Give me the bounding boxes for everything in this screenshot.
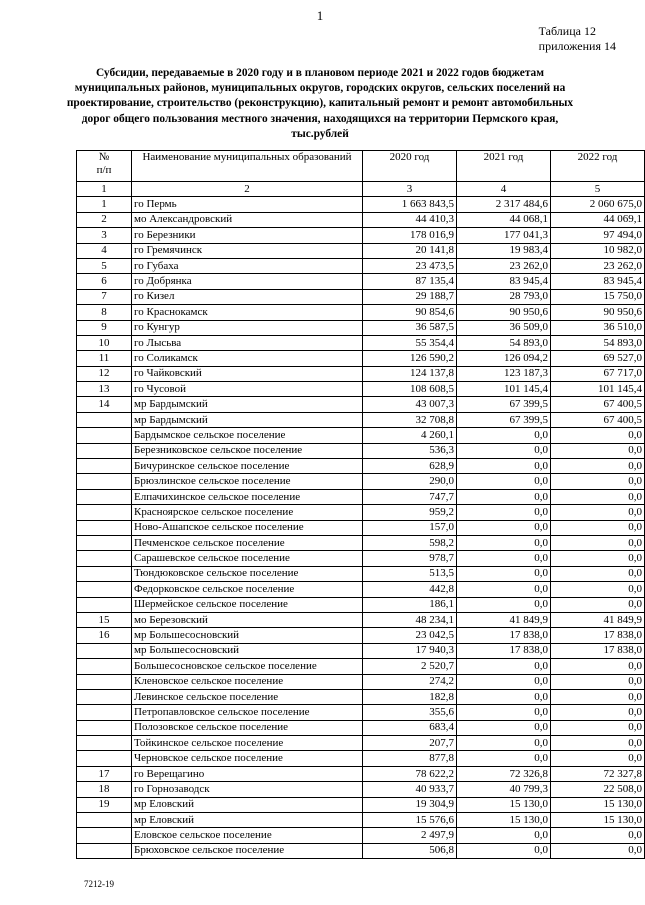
column-index-cell: 2 xyxy=(132,182,363,197)
value-2021: 0,0 xyxy=(457,736,551,751)
value-2020: 40 933,7 xyxy=(363,782,457,797)
header-name: Наименование муниципальных образований xyxy=(132,151,363,182)
value-2021: 0,0 xyxy=(457,566,551,581)
value-2022: 0,0 xyxy=(551,443,645,458)
table-row xyxy=(77,505,645,520)
table-body xyxy=(77,197,645,859)
value-2021: 15 130,0 xyxy=(457,813,551,828)
value-2022: 0,0 xyxy=(551,474,645,489)
municipality-name: мр Большесосновский xyxy=(132,643,363,658)
column-index-cell: 5 xyxy=(551,182,645,197)
header-2021: 2021 год xyxy=(457,151,551,182)
value-2021: 0,0 xyxy=(457,505,551,520)
value-2022: 0,0 xyxy=(551,582,645,597)
value-2020: 207,7 xyxy=(363,736,457,751)
value-2020: 23 473,5 xyxy=(363,258,457,273)
value-2022: 67 400,5 xyxy=(551,412,645,427)
table-row xyxy=(77,736,645,751)
row-number xyxy=(77,828,132,843)
table-row xyxy=(77,305,645,320)
municipality-name: Тюндюковское сельское поселение xyxy=(132,566,363,581)
municipality-name: го Верещагино xyxy=(132,766,363,781)
value-2022: 15 130,0 xyxy=(551,797,645,812)
table-row xyxy=(77,197,645,212)
row-number xyxy=(77,705,132,720)
table-row xyxy=(77,274,645,289)
table-row xyxy=(77,474,645,489)
value-2020: 20 141,8 xyxy=(363,243,457,258)
table-row xyxy=(77,566,645,581)
table-row xyxy=(77,428,645,443)
value-2022: 0,0 xyxy=(551,720,645,735)
value-2021: 0,0 xyxy=(457,720,551,735)
page-number: 1 xyxy=(316,8,324,23)
value-2022: 0,0 xyxy=(551,597,645,612)
value-2022: 0,0 xyxy=(551,751,645,766)
value-2021: 0,0 xyxy=(457,659,551,674)
value-2021: 0,0 xyxy=(457,443,551,458)
row-number xyxy=(77,505,132,520)
municipality-name: мр Еловский xyxy=(132,797,363,812)
value-2022: 22 508,0 xyxy=(551,782,645,797)
value-2020: 959,2 xyxy=(363,505,457,520)
value-2022: 36 510,0 xyxy=(551,320,645,335)
value-2021: 0,0 xyxy=(457,535,551,550)
value-2021: 0,0 xyxy=(457,597,551,612)
value-2021: 67 399,5 xyxy=(457,397,551,412)
value-2022: 83 945,4 xyxy=(551,274,645,289)
value-2021: 2 317 484,6 xyxy=(457,197,551,212)
value-2021: 17 838,0 xyxy=(457,643,551,658)
municipality-name: мо Александровский xyxy=(132,212,363,227)
value-2020: 747,7 xyxy=(363,489,457,504)
row-number: 12 xyxy=(77,366,132,381)
municipality-name: Петропавловское сельское поселение xyxy=(132,705,363,720)
value-2021: 0,0 xyxy=(457,828,551,843)
table-row xyxy=(77,320,645,335)
value-2022: 10 982,0 xyxy=(551,243,645,258)
value-2021: 28 793,0 xyxy=(457,289,551,304)
value-2022: 54 893,0 xyxy=(551,335,645,350)
column-index-cell: 3 xyxy=(363,182,457,197)
value-2022: 0,0 xyxy=(551,566,645,581)
header-2020: 2020 год xyxy=(363,151,457,182)
municipality-name: го Березники xyxy=(132,228,363,243)
table-row xyxy=(77,659,645,674)
table-number: Таблица 12 xyxy=(538,24,596,38)
row-number: 2 xyxy=(77,212,132,227)
table-row xyxy=(77,258,645,273)
table-row xyxy=(77,643,645,658)
row-number: 19 xyxy=(77,797,132,812)
municipality-name: мр Бардымский xyxy=(132,412,363,427)
row-number xyxy=(77,813,132,828)
row-number: 7 xyxy=(77,289,132,304)
row-number xyxy=(77,720,132,735)
value-2020: 126 590,2 xyxy=(363,351,457,366)
value-2020: 598,2 xyxy=(363,535,457,550)
value-2021: 15 130,0 xyxy=(457,797,551,812)
value-2022: 72 327,8 xyxy=(551,766,645,781)
municipality-name: Брюховское сельское поселение xyxy=(132,843,363,858)
row-number: 4 xyxy=(77,243,132,258)
value-2020: 2 497,9 xyxy=(363,828,457,843)
row-number xyxy=(77,736,132,751)
table-row xyxy=(77,689,645,704)
document-title: Субсидии, передаваемые в 2020 году и в плановом периоде 2021 и 2022 годов бюджетам муниципальных районов, муниципальных округов, городских округов, сельских поселений на проектирование, строительство (реконструкцию), капитальный ремонт и ремонт автомобильных дорог общего пользования местного значения, находящихся на территории Пермского края, тыс.рублей xyxy=(66,67,574,140)
table-row xyxy=(77,212,645,227)
row-number xyxy=(77,597,132,612)
value-2021: 0,0 xyxy=(457,689,551,704)
row-number: 1 xyxy=(77,197,132,212)
value-2020: 442,8 xyxy=(363,582,457,597)
column-index-cell: 1 xyxy=(77,182,132,197)
municipality-name: Сарашевское сельское поселение xyxy=(132,551,363,566)
municipality-name: го Пермь xyxy=(132,197,363,212)
row-number xyxy=(77,551,132,566)
municipality-name: мо Березовский xyxy=(132,612,363,627)
value-2022: 0,0 xyxy=(551,674,645,689)
value-2021: 0,0 xyxy=(457,843,551,858)
municipality-name: го Чайковский xyxy=(132,366,363,381)
value-2022: 0,0 xyxy=(551,505,645,520)
column-index-row xyxy=(77,182,645,197)
value-2020: 186,1 xyxy=(363,597,457,612)
value-2022: 17 838,0 xyxy=(551,643,645,658)
table-row xyxy=(77,782,645,797)
table-row xyxy=(77,797,645,812)
value-2022: 90 950,6 xyxy=(551,305,645,320)
value-2022: 15 130,0 xyxy=(551,813,645,828)
table-row xyxy=(77,335,645,350)
municipality-name: го Горнозаводск xyxy=(132,782,363,797)
value-2021: 90 950,6 xyxy=(457,305,551,320)
row-number: 14 xyxy=(77,397,132,412)
municipality-name: Красноярское сельское поселение xyxy=(132,505,363,520)
table-row xyxy=(77,397,645,412)
row-number xyxy=(77,674,132,689)
row-number: 10 xyxy=(77,335,132,350)
value-2022: 101 145,4 xyxy=(551,382,645,397)
value-2020: 90 854,6 xyxy=(363,305,457,320)
table-row xyxy=(77,412,645,427)
row-number xyxy=(77,520,132,535)
value-2021: 123 187,3 xyxy=(457,366,551,381)
row-number: 11 xyxy=(77,351,132,366)
value-2021: 0,0 xyxy=(457,551,551,566)
value-2020: 536,3 xyxy=(363,443,457,458)
value-2020: 124 137,8 xyxy=(363,366,457,381)
table-row xyxy=(77,351,645,366)
table-row xyxy=(77,813,645,828)
value-2022: 41 849,9 xyxy=(551,612,645,627)
value-2022: 0,0 xyxy=(551,520,645,535)
value-2020: 32 708,8 xyxy=(363,412,457,427)
value-2020: 19 304,9 xyxy=(363,797,457,812)
table-row xyxy=(77,766,645,781)
municipality-name: Шермейское сельское поселение xyxy=(132,597,363,612)
municipality-name: Еловское сельское поселение xyxy=(132,828,363,843)
value-2021: 0,0 xyxy=(457,705,551,720)
value-2020: 36 587,5 xyxy=(363,320,457,335)
value-2022: 15 750,0 xyxy=(551,289,645,304)
value-2022: 44 069,1 xyxy=(551,212,645,227)
row-number: 13 xyxy=(77,382,132,397)
municipality-name: Федорковское сельское поселение xyxy=(132,582,363,597)
value-2021: 0,0 xyxy=(457,751,551,766)
value-2020: 23 042,5 xyxy=(363,628,457,643)
row-number: 18 xyxy=(77,782,132,797)
value-2022: 0,0 xyxy=(551,535,645,550)
value-2021: 0,0 xyxy=(457,459,551,474)
value-2021: 0,0 xyxy=(457,489,551,504)
table-row xyxy=(77,582,645,597)
table-row xyxy=(77,720,645,735)
table-row xyxy=(77,628,645,643)
table-row xyxy=(77,828,645,843)
value-2022: 0,0 xyxy=(551,705,645,720)
value-2021: 101 145,4 xyxy=(457,382,551,397)
value-2021: 23 262,0 xyxy=(457,258,551,273)
value-2022: 0,0 xyxy=(551,689,645,704)
table-row xyxy=(77,843,645,858)
value-2020: 182,8 xyxy=(363,689,457,704)
table-row xyxy=(77,289,645,304)
value-2021: 44 068,1 xyxy=(457,212,551,227)
municipality-name: го Лысьва xyxy=(132,335,363,350)
value-2022: 17 838,0 xyxy=(551,628,645,643)
municipality-name: го Краснокамск xyxy=(132,305,363,320)
row-number: 8 xyxy=(77,305,132,320)
value-2022: 69 527,0 xyxy=(551,351,645,366)
municipality-name: го Чусовой xyxy=(132,382,363,397)
municipality-name: Кленовское сельское поселение xyxy=(132,674,363,689)
table-row xyxy=(77,551,645,566)
municipality-name: Березниковское сельское поселение xyxy=(132,443,363,458)
row-number xyxy=(77,643,132,658)
municipality-name: Тойкинское сельское поселение xyxy=(132,736,363,751)
row-number xyxy=(77,489,132,504)
municipality-name: Бардымское сельское поселение xyxy=(132,428,363,443)
row-number: 9 xyxy=(77,320,132,335)
value-2021: 40 799,3 xyxy=(457,782,551,797)
value-2020: 157,0 xyxy=(363,520,457,535)
municipality-name: го Кизел xyxy=(132,289,363,304)
municipality-name: го Соликамск xyxy=(132,351,363,366)
row-number xyxy=(77,689,132,704)
row-number xyxy=(77,582,132,597)
row-number xyxy=(77,843,132,858)
value-2020: 15 576,6 xyxy=(363,813,457,828)
table-reference xyxy=(539,24,616,54)
value-2022: 0,0 xyxy=(551,736,645,751)
header-no: № п/п xyxy=(77,151,132,182)
value-2020: 4 260,1 xyxy=(363,428,457,443)
municipality-name: Черновское сельское поселение xyxy=(132,751,363,766)
value-2021: 0,0 xyxy=(457,520,551,535)
municipality-name: го Кунгур xyxy=(132,320,363,335)
value-2022: 0,0 xyxy=(551,459,645,474)
municipality-name: мр Еловский xyxy=(132,813,363,828)
table-row xyxy=(77,228,645,243)
value-2022: 0,0 xyxy=(551,489,645,504)
municipality-name: Печменское сельское поселение xyxy=(132,535,363,550)
value-2020: 29 188,7 xyxy=(363,289,457,304)
value-2020: 290,0 xyxy=(363,474,457,489)
value-2020: 506,8 xyxy=(363,843,457,858)
value-2020: 43 007,3 xyxy=(363,397,457,412)
row-number xyxy=(77,428,132,443)
value-2020: 877,8 xyxy=(363,751,457,766)
value-2020: 87 135,4 xyxy=(363,274,457,289)
value-2021: 17 838,0 xyxy=(457,628,551,643)
value-2021: 0,0 xyxy=(457,582,551,597)
value-2021: 54 893,0 xyxy=(457,335,551,350)
municipality-name: Брюзлинское сельское поселение xyxy=(132,474,363,489)
value-2020: 48 234,1 xyxy=(363,612,457,627)
table-row xyxy=(77,597,645,612)
municipality-name: Большесосновское сельское поселение xyxy=(132,659,363,674)
value-2020: 78 622,2 xyxy=(363,766,457,781)
value-2022: 0,0 xyxy=(551,828,645,843)
value-2020: 355,6 xyxy=(363,705,457,720)
municipality-name: го Добрянка xyxy=(132,274,363,289)
row-number xyxy=(77,443,132,458)
value-2022: 0,0 xyxy=(551,428,645,443)
value-2022: 2 060 675,0 xyxy=(551,197,645,212)
row-number: 3 xyxy=(77,228,132,243)
table-row xyxy=(77,382,645,397)
row-number xyxy=(77,474,132,489)
row-number xyxy=(77,659,132,674)
row-number: 6 xyxy=(77,274,132,289)
value-2020: 44 410,3 xyxy=(363,212,457,227)
table-row xyxy=(77,705,645,720)
table-row xyxy=(77,489,645,504)
municipality-name: Ново-Ашапское сельское поселение xyxy=(132,520,363,535)
table-row xyxy=(77,520,645,535)
value-2020: 274,2 xyxy=(363,674,457,689)
value-2020: 683,4 xyxy=(363,720,457,735)
table-row xyxy=(77,366,645,381)
value-2021: 0,0 xyxy=(457,474,551,489)
appendix-number: приложения 14 xyxy=(538,39,616,53)
footer-code: 7212-19 xyxy=(84,879,114,889)
row-number xyxy=(77,459,132,474)
table-row xyxy=(77,751,645,766)
value-2020: 17 940,3 xyxy=(363,643,457,658)
row-number xyxy=(77,535,132,550)
row-number: 15 xyxy=(77,612,132,627)
value-2020: 108 608,5 xyxy=(363,382,457,397)
municipality-name: Бичуринское сельское поселение xyxy=(132,459,363,474)
table-row xyxy=(77,459,645,474)
row-number: 16 xyxy=(77,628,132,643)
municipality-name: Левинское сельское поселение xyxy=(132,689,363,704)
value-2021: 72 326,8 xyxy=(457,766,551,781)
municipality-name: мр Большесосновский xyxy=(132,628,363,643)
value-2020: 513,5 xyxy=(363,566,457,581)
value-2022: 97 494,0 xyxy=(551,228,645,243)
value-2020: 1 663 843,5 xyxy=(363,197,457,212)
value-2021: 0,0 xyxy=(457,428,551,443)
municipality-name: го Гремячинск xyxy=(132,243,363,258)
table-row xyxy=(77,612,645,627)
value-2021: 36 509,0 xyxy=(457,320,551,335)
column-index-cell: 4 xyxy=(457,182,551,197)
value-2020: 2 520,7 xyxy=(363,659,457,674)
value-2020: 55 354,4 xyxy=(363,335,457,350)
row-number xyxy=(77,412,132,427)
value-2022: 23 262,0 xyxy=(551,258,645,273)
row-number: 5 xyxy=(77,258,132,273)
table-row xyxy=(77,535,645,550)
value-2021: 19 983,4 xyxy=(457,243,551,258)
value-2022: 0,0 xyxy=(551,659,645,674)
table-row xyxy=(77,243,645,258)
value-2022: 0,0 xyxy=(551,843,645,858)
municipality-name: Елпачихинское сельское поселение xyxy=(132,489,363,504)
table-row xyxy=(77,443,645,458)
value-2022: 67 717,0 xyxy=(551,366,645,381)
value-2021: 126 094,2 xyxy=(457,351,551,366)
value-2021: 177 041,3 xyxy=(457,228,551,243)
value-2021: 67 399,5 xyxy=(457,412,551,427)
municipality-name: го Губаха xyxy=(132,258,363,273)
table-header-row xyxy=(77,151,645,182)
value-2021: 0,0 xyxy=(457,674,551,689)
row-number xyxy=(77,566,132,581)
row-number xyxy=(77,751,132,766)
municipality-name: мр Бардымский xyxy=(132,397,363,412)
value-2020: 178 016,9 xyxy=(363,228,457,243)
row-number: 17 xyxy=(77,766,132,781)
table-row xyxy=(77,674,645,689)
header-2022: 2022 год xyxy=(551,151,645,182)
value-2022: 0,0 xyxy=(551,551,645,566)
subsidy-table xyxy=(76,150,645,859)
value-2022: 67 400,5 xyxy=(551,397,645,412)
value-2020: 628,9 xyxy=(363,459,457,474)
municipality-name: Полозовское сельское поселение xyxy=(132,720,363,735)
value-2020: 978,7 xyxy=(363,551,457,566)
value-2021: 41 849,9 xyxy=(457,612,551,627)
value-2021: 83 945,4 xyxy=(457,274,551,289)
